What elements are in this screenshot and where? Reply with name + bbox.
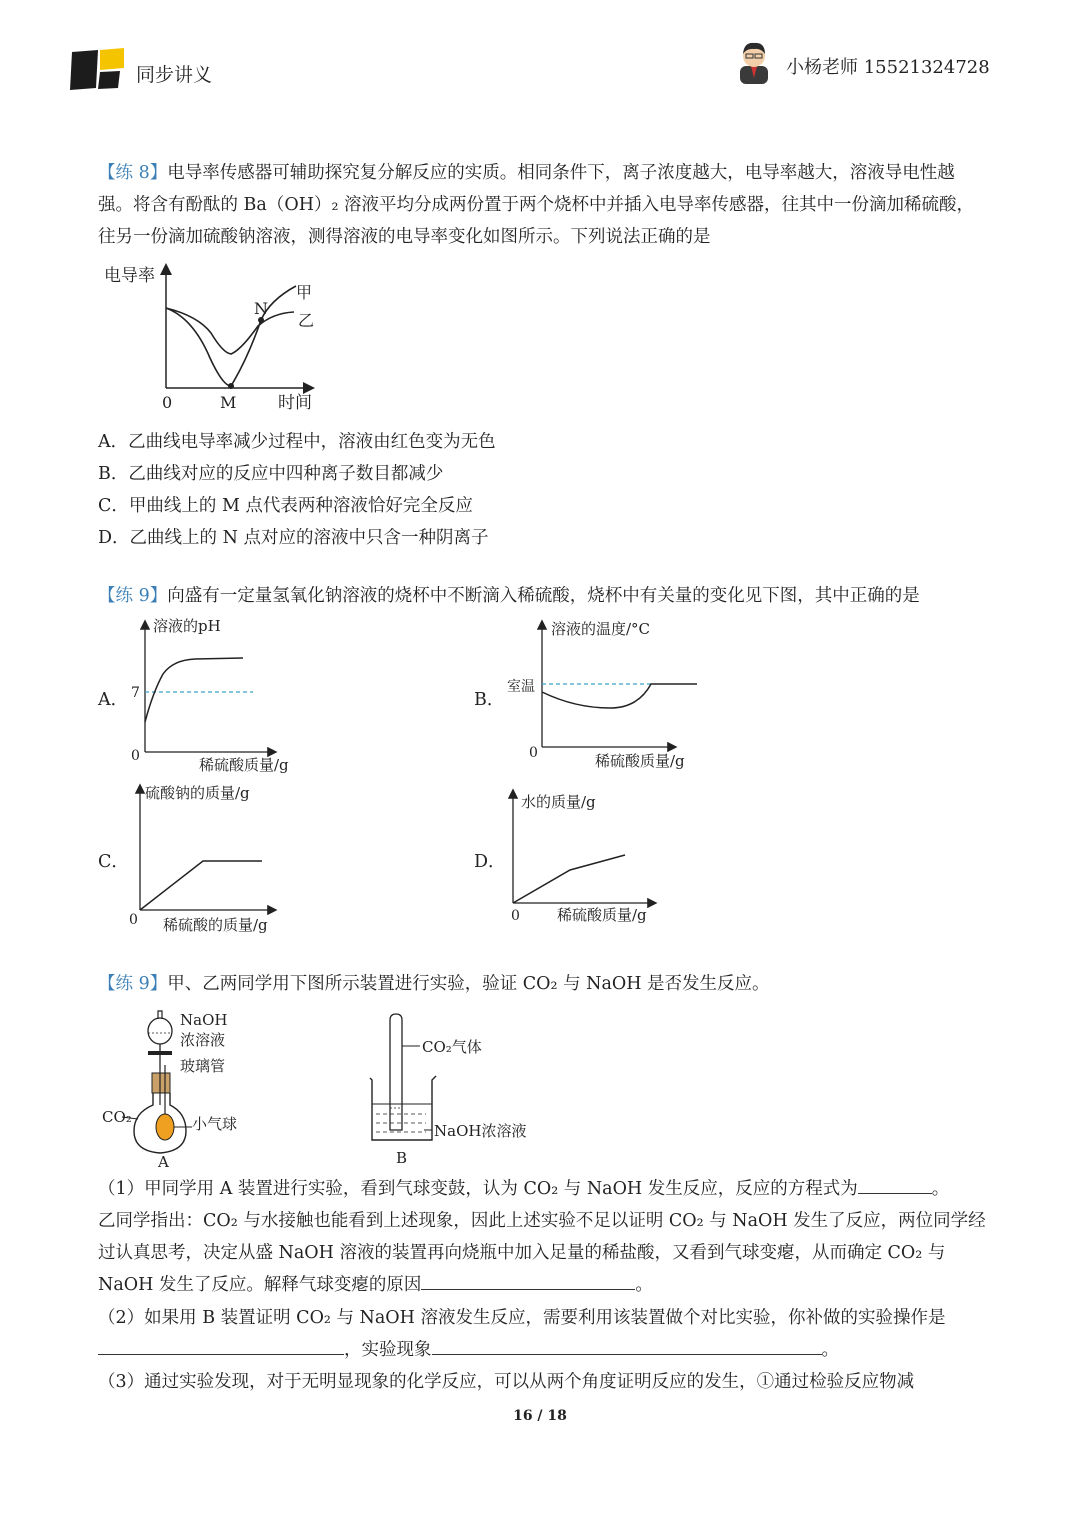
q8-ylabel: 电导率 [104, 266, 155, 286]
rubber-stopper-icon [152, 1073, 170, 1093]
q9a-d-curve [513, 855, 625, 903]
q8-label-jia: 甲 [296, 283, 313, 302]
q9a-c-xlabel: 稀硫酸的质量/g [163, 916, 268, 934]
apparatus-b-label-co2: CO₂气体 [422, 1038, 482, 1056]
q8-label-n: N [254, 299, 268, 318]
q9b-part2-text-a: （2）如果用 B 装置证明 CO₂ 与 NaOH 溶液发生反应，需要利用该装置做个对比实验，你补做的实验操作是 [98, 1308, 946, 1328]
small-balloon-icon [156, 1114, 174, 1140]
q8-tag: 【练 8】 [98, 163, 168, 183]
brand-logo-icon [68, 44, 128, 94]
q9a-d-xlabel: 稀硫酸质量/g [557, 906, 647, 924]
q8-option-d: D．乙曲线上的 N 点对应的溶液中只含一种阴离子 [98, 528, 489, 548]
q9a-c-curve [140, 861, 262, 910]
q9b-part1-text-d: 。 [635, 1275, 653, 1295]
q9a-graph-b [505, 612, 705, 772]
apparatus-b-label-naoh: NaOH浓溶液 [434, 1122, 527, 1140]
q9a-graph-c [125, 778, 305, 938]
q9b-part2-blank-phenomenon[interactable] [432, 1336, 822, 1355]
q8-curve-yi [166, 308, 294, 354]
q9b-part1-text-b: 。 [931, 1179, 950, 1199]
q9a-a-mark: 7 [131, 685, 140, 701]
q9a-b-curve [542, 684, 697, 708]
q9a-graph-c-letter: C． [98, 852, 129, 872]
q9a-b-mark: 室温 [507, 679, 535, 695]
apparatus-a-figure [98, 1005, 258, 1175]
separatory-funnel-icon [148, 1018, 172, 1044]
q9b-part1 [98, 1173, 988, 1301]
q8-stem [98, 157, 988, 253]
q9b-part1-blank-equation[interactable] [858, 1175, 932, 1194]
q9a-stem [98, 580, 988, 612]
q9a-b-origin: 0 [529, 745, 538, 761]
page-number: 16 / 18 [513, 1408, 567, 1424]
q9b-stem-text: 甲、乙两同学用下图所示装置进行实验，验证 CO₂ 与 NaOH 是否发生反应。 [167, 974, 770, 994]
q9a-a-curve [145, 658, 243, 722]
q9b-tag: 【练 9】 [98, 974, 168, 994]
q9b-part2-blank-operation[interactable] [98, 1336, 344, 1355]
q8-option-a: A．乙曲线电导率减少过程中，溶液由红色变为无色 [98, 432, 496, 452]
q9b-part2-text-c: 。 [821, 1340, 839, 1360]
apparatus-a-label-balloon: 小气球 [192, 1115, 238, 1133]
q8-stem-text: 电导率传感器可辅助探究复分解反应的实质。相同条件下，离子浓度越大，电导率越大，溶液导电性越强。将含有酚酞的 Ba（OH）₂ 溶液平均分成两份置于两个烧杯中并插入电导率传感器，往其中一份滴加稀硫酸，往另一份滴加硫酸钠溶液，测得溶液的电导率变化如图所示。下列说法正确的是 [98, 163, 975, 247]
apparatus-a-label-conc: 浓溶液 [180, 1031, 226, 1049]
teacher-avatar-icon [734, 38, 774, 84]
q9a-b-ylabel: 溶液的温度/°C [551, 620, 651, 638]
q9a-graph-d [505, 785, 685, 930]
q8-conductivity-chart [98, 258, 338, 418]
q9b-part1-text-a: （1）甲同学用 A 装置进行实验，看到气球变鼓，认为 CO₂ 与 NaOH 发生反应，反应的方程式为 [98, 1179, 858, 1199]
q9b-part3: （3）通过实验发现，对于无明显现象的化学反应，可以从两个角度证明反应的发生，①通过检验反应物减 [98, 1372, 915, 1392]
q8-label-m: M [220, 393, 237, 412]
q8-option-c: C．甲曲线上的 M 点代表两种溶液恰好完全反应 [98, 496, 473, 516]
q9a-a-origin: 0 [131, 748, 140, 764]
q9a-d-ylabel: 水的质量/g [521, 793, 596, 811]
apparatus-b-caption: B [396, 1149, 408, 1167]
q8-xlabel: 时间 [278, 393, 312, 413]
q8-option-b: B．乙曲线对应的反应中四种离子数目都减少 [98, 464, 444, 484]
q9b-part1-text-c: 乙同学指出：CO₂ 与水接触也能看到上述现象，因此上述实验不足以证明 CO₂ 与 NaOH 发生了反应，两位同学经过认真思考，决定从盛 NaOH 溶液的装置再向烧瓶中加入足量的稀盐酸，又看到气球变瘪，从而确定 CO₂ 与 NaOH 发生了反应。解释气球变瘪的原因 [98, 1211, 986, 1295]
q8-curve-jia [166, 286, 296, 386]
q9a-a-ylabel: 溶液的pH [153, 617, 221, 635]
q8-label-yi: 乙 [298, 311, 315, 330]
stopcock-icon [148, 1051, 172, 1055]
q9a-graph-a-letter: A． [98, 690, 129, 710]
brand-title: 同步讲义 [136, 64, 213, 86]
q9b-part2 [98, 1302, 988, 1366]
apparatus-b-figure [360, 1010, 540, 1170]
q9a-tag: 【练 9】 [98, 586, 168, 606]
apparatus-a-label-naoh: NaOH [180, 1011, 228, 1029]
q9a-graph-a [125, 612, 305, 777]
q8-origin: 0 [162, 393, 173, 412]
teacher-contact: 小杨老师 15521324728 [786, 57, 990, 78]
q9a-graph-b-letter: B． [474, 690, 505, 710]
q9b-stem [98, 968, 988, 1000]
q9a-b-xlabel: 稀硫酸质量/g [595, 752, 685, 770]
q9b-part2-text-b: ，实验现象 [344, 1340, 432, 1360]
q9a-c-ylabel: 硫酸钠的质量/g [145, 784, 250, 802]
apparatus-a-caption: A [158, 1153, 169, 1171]
q9a-c-origin: 0 [129, 912, 138, 928]
q8-point-m [228, 383, 234, 389]
q9a-d-origin: 0 [511, 908, 520, 924]
q9a-graph-d-letter: D． [474, 852, 506, 872]
q9a-stem-text: 向盛有一定量氢氧化钠溶液的烧杯中不断滴入稀硫酸，烧杯中有关量的变化见下图，其中正确的是 [167, 586, 920, 606]
apparatus-a-label-tube: 玻璃管 [180, 1057, 226, 1075]
apparatus-a-label-co2: CO₂ [102, 1108, 132, 1126]
test-tube-icon [390, 1014, 402, 1130]
q9a-a-xlabel: 稀硫酸质量/g [199, 756, 289, 774]
q9b-part1-blank-reason[interactable] [421, 1271, 635, 1290]
